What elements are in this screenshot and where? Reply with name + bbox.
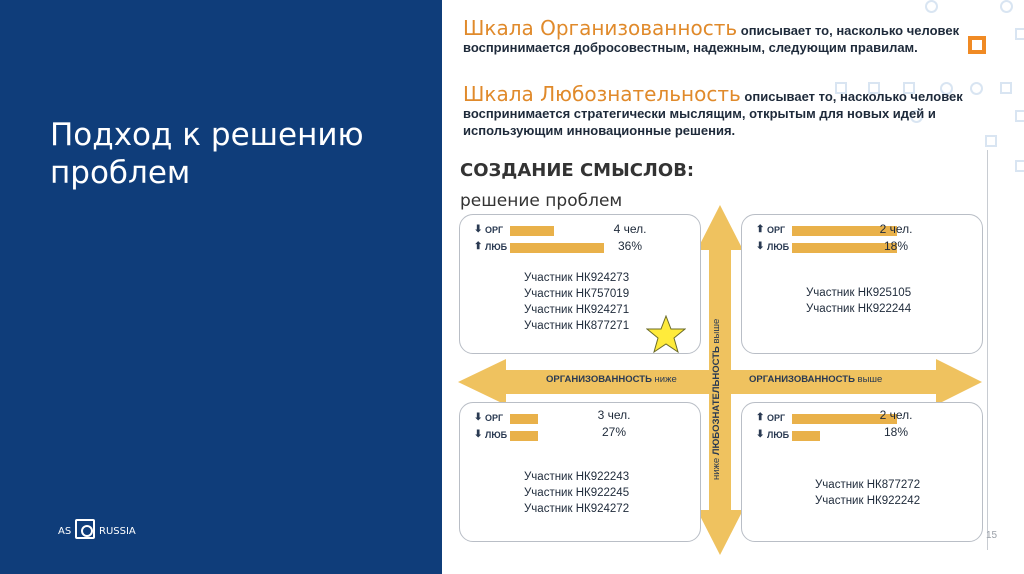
bar-label-org: ОРГ xyxy=(767,225,786,235)
arrow-down-icon: ⬇ xyxy=(756,241,765,252)
member-list xyxy=(806,285,911,317)
axis-label-org-high: ОРГАНИЗОВАННОСТЬ выше xyxy=(749,374,883,385)
member-item: Участник НК922242 xyxy=(815,495,921,507)
bar-label-org: ОРГ xyxy=(485,413,504,423)
diagram-title: СОЗДАНИЕ СМЫСЛОВ: xyxy=(460,160,695,181)
member-item: Участник НК922245 xyxy=(524,487,630,499)
member-item: Участник НК922244 xyxy=(806,303,912,315)
left-panel xyxy=(0,0,442,574)
count-people: 2 чел. xyxy=(879,222,913,236)
star-icon xyxy=(646,315,686,353)
member-item: Участник НК877272 xyxy=(815,479,921,491)
description-organization-text: описывает то, насколько человек воспринимается добросовестным, надежным, следующим правилам. xyxy=(463,23,960,55)
quadrant-top-left xyxy=(459,214,701,354)
bar-fill-org xyxy=(510,414,538,424)
count-people: 3 чел. xyxy=(597,408,631,422)
member-item: Участник НК757019 xyxy=(524,288,630,300)
circle-deco-icon xyxy=(1000,0,1013,13)
description-curiosity-text: описывает то, насколько человек воспринимается стратегически мыслящим, открытым для новых идей и использующим инновационные решения. xyxy=(463,89,963,138)
arrow-down-icon: ⬇ xyxy=(474,412,483,423)
member-item: Участник НК922243 xyxy=(524,471,630,483)
member-list xyxy=(524,469,629,517)
quadrant-bottom-right xyxy=(741,402,983,542)
description-curiosity-heading: Шкала Любознательность xyxy=(463,82,741,106)
arrow-down-icon: ⬇ xyxy=(474,429,483,440)
count-people: 4 чел. xyxy=(613,222,647,236)
bar-label-lub: ЛЮБ xyxy=(767,242,790,252)
count-percent: 36% xyxy=(617,239,643,253)
square-deco-icon xyxy=(1015,28,1024,40)
square-deco-icon xyxy=(1000,82,1012,94)
arrow-up-icon: ⬆ xyxy=(474,241,483,252)
circle-deco-icon xyxy=(925,0,938,13)
member-item: Участник НК925105 xyxy=(806,287,912,299)
member-list xyxy=(815,477,920,509)
member-item: Участник НК924272 xyxy=(524,503,630,515)
arrow-up-icon: ⬆ xyxy=(756,412,765,423)
as-russia-logo xyxy=(58,518,138,544)
logo-text-as: AS xyxy=(58,526,72,537)
frame-line xyxy=(987,150,988,550)
bar-label-lub: ЛЮБ xyxy=(767,430,790,440)
count-people: 2 чел. xyxy=(879,408,913,422)
square-deco-icon xyxy=(1015,160,1024,172)
quadrant-count xyxy=(856,407,936,441)
quadrant-count xyxy=(856,221,936,255)
bar-fill-org xyxy=(510,226,554,236)
diagram-subtitle: решение проблем xyxy=(460,191,623,211)
bar-label-org: ОРГ xyxy=(767,413,786,423)
arrow-down-icon: ⬇ xyxy=(474,224,483,235)
page-number: 15 xyxy=(986,530,998,541)
logo-mark-icon xyxy=(75,519,95,539)
bar-fill-lub xyxy=(510,431,538,441)
bar-fill-lub xyxy=(792,431,820,441)
description-organization-heading: Шкала Организованность xyxy=(463,16,738,40)
member-item: Участник НК877271 xyxy=(524,320,630,332)
description-curiosity xyxy=(463,82,983,139)
arrow-down-icon: ⬇ xyxy=(756,429,765,440)
count-percent: 18% xyxy=(883,425,909,439)
quadrant-bottom-left xyxy=(459,402,701,542)
axis-label-curiosity: ниже ЛЮБОЗНАТЕЛЬНОСТЬ выше xyxy=(711,318,722,480)
member-item: Участник НК924271 xyxy=(524,304,630,316)
square-deco-icon xyxy=(985,135,997,147)
axis-label-org-low: ОРГАНИЗОВАННОСТЬ ниже xyxy=(546,374,677,385)
member-list xyxy=(524,270,629,334)
count-percent: 18% xyxy=(883,239,909,253)
slide-title: Подход к решению проблем xyxy=(50,117,364,191)
bar-label-org: ОРГ xyxy=(485,225,504,235)
bar-label-lub: ЛЮБ xyxy=(485,430,508,440)
quadrant-top-right xyxy=(741,214,983,354)
arrow-up-icon: ⬆ xyxy=(756,224,765,235)
logo-text-russia: RUSSIA xyxy=(99,526,136,537)
count-percent: 27% xyxy=(601,425,627,439)
quadrant-count xyxy=(574,407,654,441)
description-organization xyxy=(463,16,983,56)
quadrant-count xyxy=(590,221,670,255)
member-item: Участник НК924273 xyxy=(524,272,630,284)
square-deco-icon xyxy=(1015,110,1024,122)
bar-label-lub: ЛЮБ xyxy=(485,242,508,252)
